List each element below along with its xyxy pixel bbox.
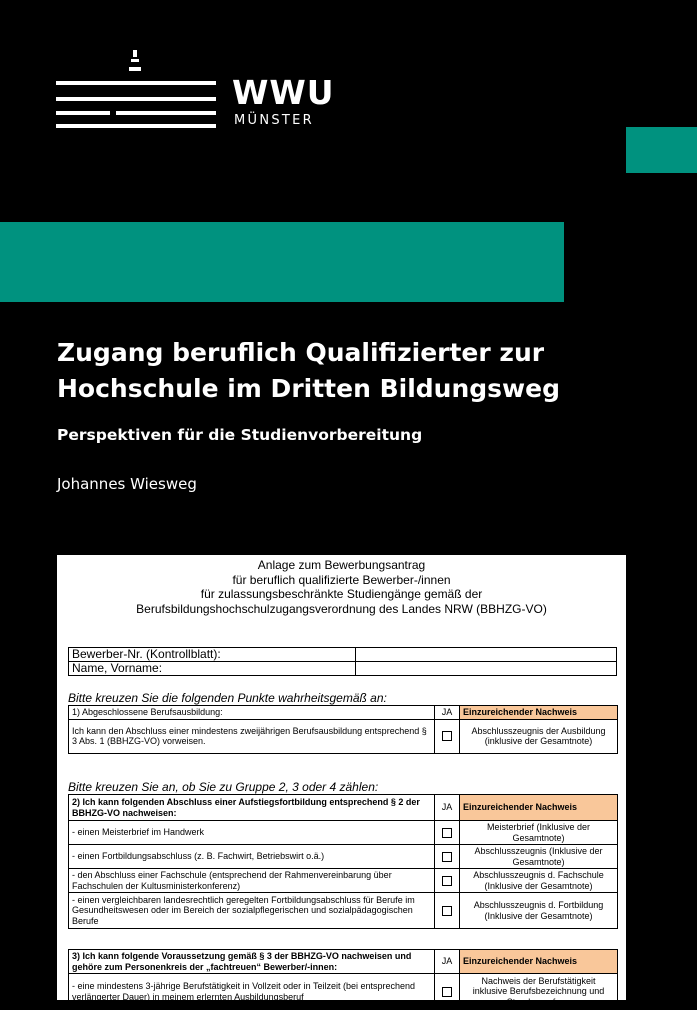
- hint-group: Bitte kreuzen Sie an, ob Sie zu Gruppe 2, 3 oder 4 zählen:: [68, 780, 379, 794]
- evidence-header: Einzureichender Nachweis: [460, 950, 618, 974]
- section1-row-text: Ich kann den Abschluss einer mindestens zweijährigen Berufsausbildung entsprechend § 3 Abs. 1 (BBHZG-VO) vorweisen.: [69, 719, 435, 753]
- form-heading-line: Berufsbildungshochschulzugangsverordnung des Landes NRW (BBHZG-VO): [136, 601, 547, 616]
- applicant-no-label: Bewerber-Nr. (Kontrollblatt):: [69, 648, 356, 662]
- form-preview: [57, 555, 626, 1007]
- form-heading: [57, 558, 626, 616]
- ja-header: JA: [435, 795, 460, 821]
- applicant-table: [68, 647, 617, 676]
- cover-subtitle: Perspektiven für die Studienvorbereitung: [57, 426, 423, 444]
- applicant-no-field[interactable]: [356, 648, 617, 662]
- form-heading-line: für beruflich qualifizierte Bewerber-/innen: [232, 572, 451, 587]
- section2-row-evidence: Abschlusszeugnis d. Fortbildung (Inklusive der Gesamtnote): [460, 893, 618, 929]
- section2-row-text: - einen vergleichbaren landesrechtlich geregelten Fortbildungsabschluss für Berufe im Gesundheitswesen oder im Bereich der sozialpflegerischen und sozialpädagogischen Berufe: [69, 893, 435, 929]
- section2-table: [68, 794, 618, 929]
- form-heading-line: Anlage zum Bewerbungsantrag: [257, 558, 426, 572]
- section1-title: 1) Abgeschlossene Berufsausbildung:: [69, 706, 435, 720]
- section1-row-evidence: Abschlusszeugnis der Ausbildung (inklusive der Gesamtnote): [460, 719, 618, 753]
- section2-row-evidence: Abschlusszeugnis d. Fachschule (Inklusive der Gesamtnote): [460, 869, 618, 893]
- checkbox[interactable]: [442, 852, 452, 862]
- section2-title: 2) Ich kann folgenden Abschluss einer Aufstiegsfortbildung entsprechend § 2 der BBHZG-VO nachweisen:: [69, 795, 435, 821]
- section2-row-evidence: Abschlusszeugnis (Inklusive der Gesamtnote): [460, 845, 618, 869]
- section2-row-text: - den Abschluss einer Fachschule (entsprechend der Rahmenvereinbarung über Fachschulen der Kultusministerkonferenz): [69, 869, 435, 893]
- checkbox[interactable]: [442, 906, 452, 916]
- ja-header: JA: [435, 950, 460, 974]
- section2-row-evidence: Meisterbrief (Inklusive der Gesamtnote): [460, 821, 618, 845]
- section1-table: [68, 705, 618, 754]
- name-field[interactable]: [356, 662, 617, 676]
- section3-title: 3) Ich kann folgende Voraussetzung gemäß § 3 der BBHZG-VO nachweisen und gehöre zum Personenkreis der „fachtreuen“ Bewerber/-innen:: [69, 950, 435, 974]
- section3-row-text: - eine mindestens 3-jährige Berufstätigkeit in Vollzeit oder in Teilzeit (bei entsprechend verlängerter Dauer) in meinem erlernten Ausbildungsberuf: [69, 974, 435, 1010]
- section2-row-text: - einen Fortbildungsabschluss (z. B. Fachwirt, Betriebswirt o.ä.): [69, 845, 435, 869]
- teal-band: [0, 222, 564, 302]
- logo-subtitle: MÜNSTER: [234, 113, 314, 128]
- form-heading-line: für zulassungsbeschränkte Studiengänge gemäß der: [200, 587, 483, 601]
- evidence-header: Einzureichender Nachweis: [460, 795, 618, 821]
- ja-header: JA: [435, 706, 460, 720]
- name-label: Name, Vorname:: [69, 662, 356, 676]
- cover-title: Zugang beruflich Qualifizierter zur Hochschule im Dritten Bildungsweg: [57, 338, 560, 403]
- hint-truthful: Bitte kreuzen Sie die folgenden Punkte wahrheitsgemäß an:: [68, 691, 387, 705]
- section3-row-evidence: Nachweis der Berufstätigkeit inklusive Berufsbezeichnung und Stundenumfang: [460, 974, 618, 1010]
- teal-accent-block: [626, 127, 697, 173]
- checkbox[interactable]: [442, 731, 452, 741]
- evidence-header: Einzureichender Nachweis: [460, 706, 618, 720]
- section2-row-text: - einen Meisterbrief im Handwerk: [69, 821, 435, 845]
- section3-table: [68, 949, 618, 1010]
- logo-name: WWU: [232, 73, 335, 112]
- checkbox[interactable]: [442, 828, 452, 838]
- checkbox[interactable]: [442, 987, 452, 997]
- cover-author: Johannes Wiesweg: [57, 475, 197, 493]
- checkbox[interactable]: [442, 876, 452, 886]
